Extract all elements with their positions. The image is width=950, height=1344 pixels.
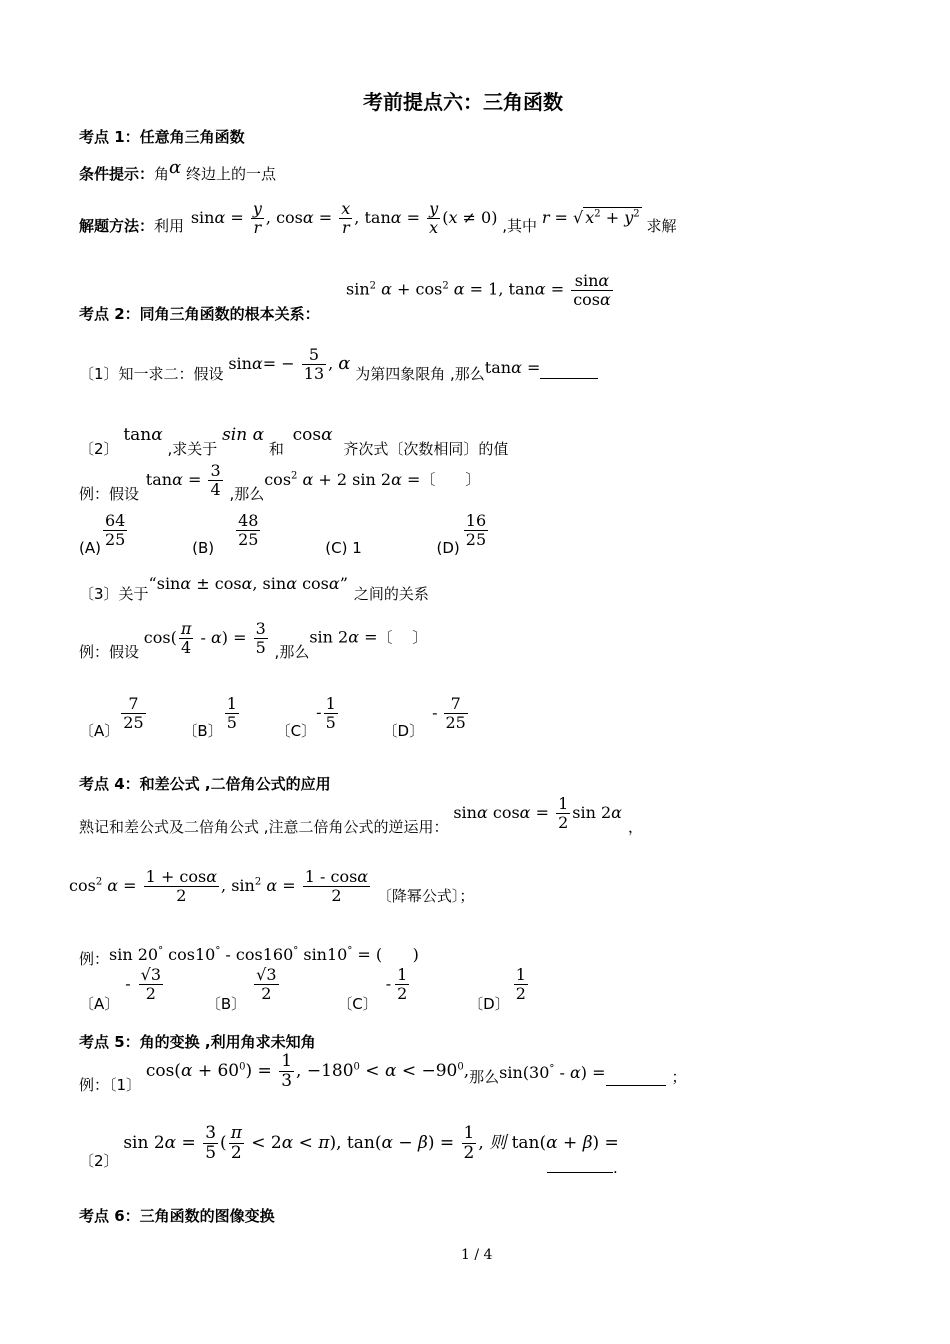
ex2-label: 例：假设 xyxy=(79,642,140,661)
k2-example: 例：假设 tanα = $\frac{3}{4}$ ,那么$\cos^2 \alpha + 2$ sin 2α =〔 〕 xyxy=(79,461,481,503)
q2-label: 〔2〕 xyxy=(79,440,119,458)
k5-ex1-label: 例：〔1〕 xyxy=(79,1075,142,1094)
k5-ex1-blank[interactable] xyxy=(606,1071,666,1086)
opt-c: (C) 1 xyxy=(325,538,362,557)
method-text: 利用 xyxy=(154,216,185,235)
k5-ex2-answer xyxy=(547,1158,618,1177)
def-formula: sinα = $\frac{y}{r}$ , cosα = $\frac{x}{r}$ , tanα = $\frac{y}{x}$ (x ≠ 0) xyxy=(190,199,498,237)
k4-o-a: 〔A〕 xyxy=(79,994,120,1013)
ex2-mid: ,那么 xyxy=(274,642,310,661)
k5-semi: ； xyxy=(671,1067,687,1086)
opt-a: (A) xyxy=(79,538,101,557)
cond-text2: 终边上的一点 xyxy=(181,165,276,183)
method-label: 解题方法： xyxy=(79,216,155,235)
q2-text-a: ,求关于 xyxy=(167,440,218,458)
q3-label: 〔3〕关于 xyxy=(79,585,149,603)
k4-heading: 考点 4：和差公式 ,二倍角公式的应用 xyxy=(79,775,331,793)
k5-ex2: 〔2〕 sin 2α = $\frac{3}{5}$ ( $\frac{\pi}{2}$ < 2α < π), tan(α − β) = $\frac{1}{2}$ , 则 tan(α + β) = xyxy=(79,1123,619,1170)
o2-d: 〔D〕 xyxy=(382,721,425,740)
method-mid: ,其中 xyxy=(502,216,538,235)
cond-label: 条件提示： xyxy=(79,165,155,183)
q1-blank[interactable] xyxy=(540,364,598,379)
r-formula: r = √ $x^2 + y^2$ xyxy=(541,207,640,227)
q1-label: 〔1〕知一求二：假设 xyxy=(79,364,224,383)
k5-period: . xyxy=(613,1159,618,1177)
k2-q2: 〔2〕 tanα ,求关于 sin α 和 cosα 齐次式〔次数相同〕的值 xyxy=(79,425,509,458)
ex-end: 〔 〕 xyxy=(420,470,481,489)
k2-heading: 考点 2：同角三角函数的根本关系： xyxy=(79,305,320,323)
o2-c: 〔C〕 xyxy=(275,721,317,740)
opt-d: (D) xyxy=(436,538,460,557)
k5-ex2-label: 〔2〕 xyxy=(79,1151,119,1170)
k2-q3: 〔3〕关于“sinα ± cosα, sinα cosα”之间的关系 xyxy=(79,574,429,603)
k4-o-d: 〔D〕 xyxy=(468,994,510,1013)
page-title: 考前提点六：三角函数 xyxy=(363,90,563,114)
k5-ex1: 例：〔1〕 $\cos(\alpha + 60^0)$ = $\frac{1}{3}$ , $-180^0 < \alpha < -90^0$,那么sin(30° - α) = ； xyxy=(79,1051,687,1094)
q3-end: 之间的关系 xyxy=(353,585,429,603)
k5-heading: 考点 5：角的变换 ,利用角求未知角 xyxy=(79,1033,316,1051)
q2-text-c: 齐次式〔次数相同〕的值 xyxy=(343,440,509,458)
cond-text1: 角 xyxy=(154,165,170,183)
k4-desc: 熟记和差公式及二倍角公式 ,注意二倍角公式的逆运用： xyxy=(79,817,449,836)
o2-a: 〔A〕 xyxy=(79,721,120,740)
k1-heading: 考点 1：任意角三角函数 xyxy=(79,128,245,146)
k2-q1: 〔1〕知一求二：假设 sinα= − $\frac{5}{13}$ , α 为第四象限角 ,那么tanα = xyxy=(79,346,598,382)
k2-example2: 例：假设 cos( $\frac{\pi}{4}$ - α) = $\frac{3}{5}$ ,那么sin 2α =〔 〕 xyxy=(79,619,428,661)
ex2-end: 〔 〕 xyxy=(377,628,428,647)
reduce-note: 〔降幂公式〕； xyxy=(376,886,475,905)
k4-text: 熟记和差公式及二倍角公式 ,注意二倍角公式的逆运用： sinα cosα = $\frac{1}{2}$ sin 2α， xyxy=(79,794,643,836)
k2-options: (A) $\frac{64}{25}$ (B) $\frac{48}{25}$ (C) 1 (D) $\frac{16}{25}$ xyxy=(79,511,487,557)
ex-mid: ,那么 xyxy=(229,484,265,503)
o2-b: 〔B〕 xyxy=(182,721,223,740)
q2-text-b: 和 xyxy=(268,440,284,458)
method-end: 求解 xyxy=(646,216,677,235)
k4-o-b: 〔B〕 xyxy=(205,994,247,1013)
q1-mid: 为第四象限角 ,那么 xyxy=(355,364,485,383)
page-number: 1 / 4 xyxy=(461,1247,493,1263)
k4-o-c: 〔C〕 xyxy=(337,994,378,1013)
k4-example: 例：sin 20° cos10° - cos160° sin10° = ( ) xyxy=(79,945,419,968)
k5-ex1-mid: 那么 xyxy=(469,1067,500,1086)
opt-b: (B) xyxy=(192,538,215,557)
k2-identity: $\sin^2 \alpha + \cos^2 \alpha = 1$, tanα = $\frac{\sin\alpha}{\cos\alpha}$ xyxy=(346,271,611,309)
ex-label: 例：假设 xyxy=(79,484,140,503)
k1-condition: 条件提示：角α 终边上的一点 xyxy=(79,157,276,183)
k4-ex-label: 例： xyxy=(79,950,110,968)
k6-heading: 考点 6：三角函数的图像变换 xyxy=(79,1207,275,1225)
k4-reduction: $\cos^2 \alpha$ = $\frac{1 + \cos\alpha}{2}$ , $\sin^2 \alpha$ = $\frac{1 - \cos\alpha}{2}$ 〔降幂公式〕； xyxy=(69,867,475,905)
k4-options: 〔A〕- $\frac{√3}{2}$ 〔B〕 $\frac{√3}{2}$ 〔C〕- $\frac{1}{2}$ 〔D〕 $\frac{1}{2}$ xyxy=(79,965,526,1013)
k4-comma: ， xyxy=(627,817,643,836)
k2-options2: 〔A〕 $\frac{7}{25}$ 〔B〕 $\frac{1}{5}$ 〔C〕- $\frac{1}{5}$ 〔D〕- $\frac{7}{25}$ xyxy=(79,694,466,740)
q1-formula: sinα= − $\frac{5}{13}$ , α xyxy=(228,345,351,383)
k1-method xyxy=(79,200,676,236)
k5-ex2-blank[interactable] xyxy=(547,1158,613,1173)
